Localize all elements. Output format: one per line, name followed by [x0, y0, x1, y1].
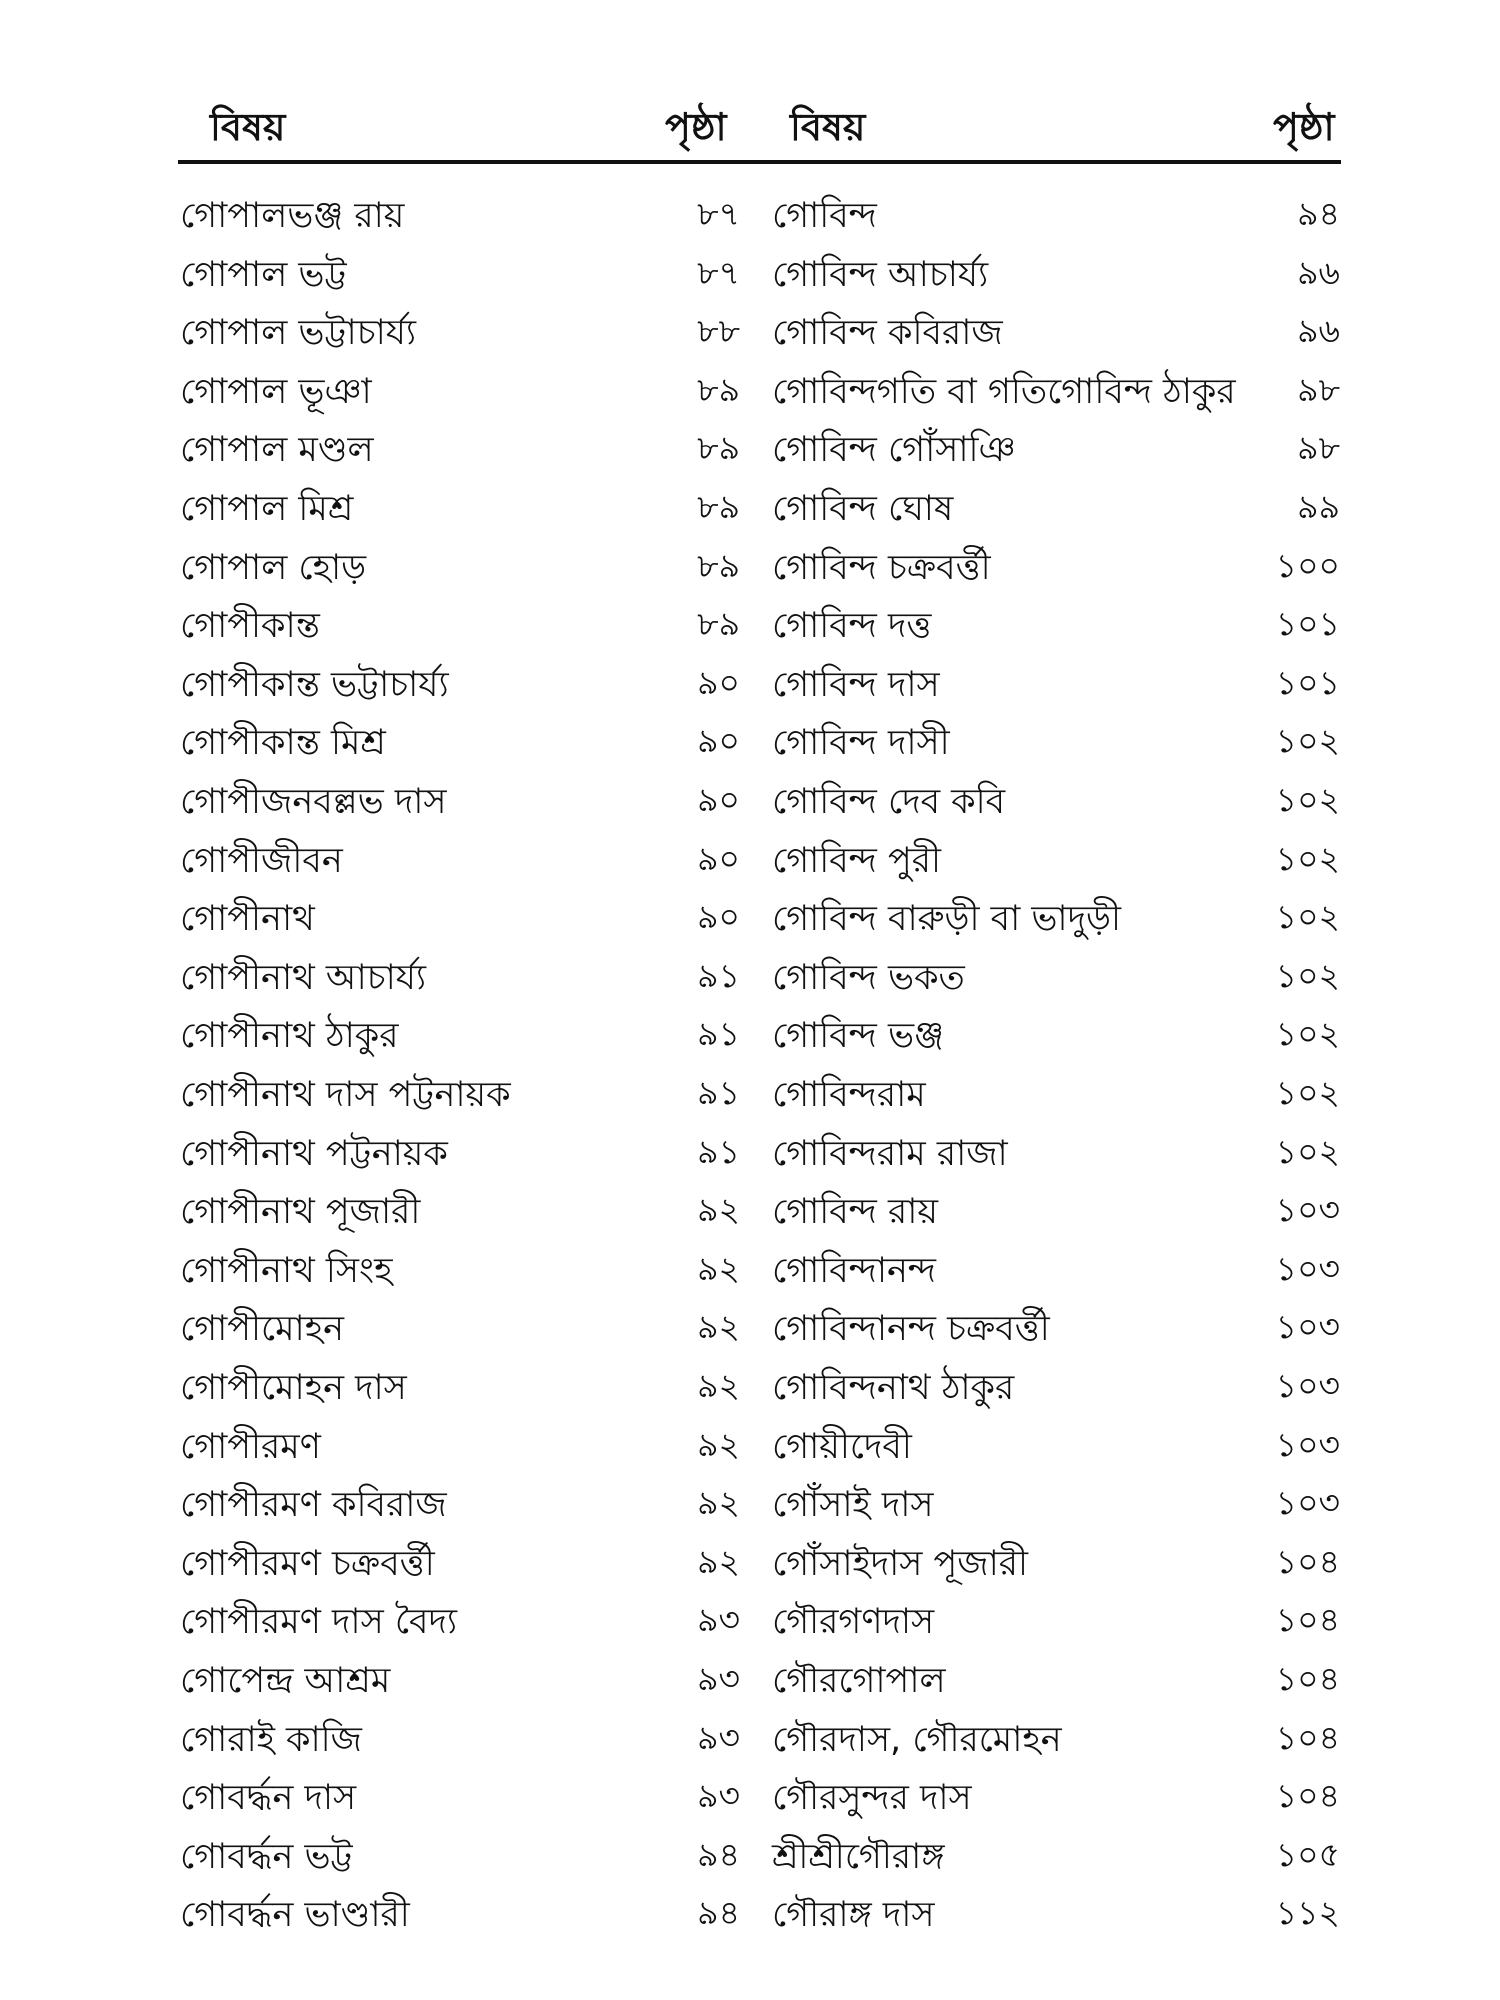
index-entry	[180, 1762, 740, 1820]
index-entry	[772, 883, 1340, 941]
entry-page-number: ৯০	[697, 721, 740, 761]
index-entry	[180, 1352, 740, 1410]
entry-subject: শ্রীশ্রীগৌরাঙ্গ	[772, 1836, 945, 1877]
entry-page-number: ৮৮	[697, 311, 740, 351]
entry-page-number: ১০৩	[1275, 1483, 1340, 1523]
entry-page-number: ১০২	[1275, 780, 1340, 819]
entry-subject: গোপীনাথ পট্টনায়ক	[180, 1133, 448, 1174]
entry-subject: গোপীমোহন দাস	[180, 1368, 407, 1408]
entry-page-number: ১০৪	[1275, 1776, 1340, 1816]
entry-subject: গোবর্দ্ধন ভট্ট	[180, 1836, 353, 1877]
index-entry	[772, 473, 1340, 531]
index-entry	[772, 239, 1340, 297]
entry-subject: গোপীরমণ	[180, 1426, 321, 1467]
index-entry	[772, 180, 1340, 238]
index-entry	[772, 942, 1340, 1000]
entry-page-number: ১০৪	[1275, 1659, 1340, 1698]
index-entry	[180, 414, 740, 472]
entry-page-number: ৯৪	[697, 1834, 740, 1874]
index-entry	[180, 1118, 740, 1176]
entry-subject: গোরাই কাজি	[180, 1719, 362, 1760]
entry-subject: গোবিন্দ	[772, 196, 877, 236]
entry-page-number: ১০২	[1275, 897, 1340, 937]
entry-subject: গোপীকান্ত	[180, 606, 320, 647]
index-entry	[772, 766, 1340, 824]
entry-page-number: ৯২	[697, 1248, 740, 1288]
index-entry	[772, 1879, 1340, 1937]
entry-page-number: ৯০	[697, 897, 740, 937]
index-entry	[180, 1586, 740, 1644]
entry-subject: গোপীনাথ দাস পট্টনায়ক	[180, 1075, 511, 1115]
index-entry	[180, 1879, 740, 1937]
index-entry	[772, 1176, 1340, 1234]
index-entry	[772, 590, 1340, 648]
entry-subject: গৌরদাস, গৌরমোহন	[772, 1719, 1062, 1760]
entry-subject: গোপালভঞ্জ রায়	[180, 196, 405, 236]
entry-page-number: ৮৯	[697, 604, 740, 644]
index-entry	[180, 707, 740, 765]
index-entry	[772, 1000, 1340, 1058]
entry-page-number: ১০৪	[1275, 1541, 1340, 1581]
index-entry	[180, 1235, 740, 1293]
entry-page-number: ৯৩	[697, 1600, 740, 1640]
entry-subject: গোপীজীবন	[180, 840, 343, 881]
entry-subject: গোবিন্দ বারুড়ী বা ভাদুড়ী	[772, 899, 1121, 940]
entry-page-number: ১০২	[1275, 1073, 1340, 1112]
index-entry	[180, 1821, 740, 1879]
index-entry	[772, 414, 1340, 472]
entry-subject: গোবিন্দ আচার্য্য	[772, 254, 989, 295]
entry-subject: গোপীনাথ আচার্য্য	[180, 957, 427, 998]
entry-page-number: ৯২	[697, 1307, 740, 1347]
entry-subject: গৌরগোপাল	[772, 1661, 946, 1701]
entry-subject: গোবিন্দ দেব কবি	[772, 782, 1006, 822]
index-entry	[772, 1059, 1340, 1117]
index-entry	[772, 356, 1340, 414]
entry-subject: গোপাল মিশ্র	[180, 489, 354, 529]
entry-page-number: ৯৬	[1297, 252, 1340, 292]
entry-subject: গোবিন্দ ভকত	[772, 957, 965, 998]
entry-page-number: ৮৯	[697, 428, 740, 468]
subject-header-right: বিষয়	[790, 105, 866, 149]
entry-page-number: ৯৩	[697, 1659, 740, 1698]
index-entry	[772, 1762, 1340, 1820]
index-entry	[180, 239, 740, 297]
entry-subject: গোঁসাই দাস	[772, 1485, 934, 1526]
index-entry	[180, 1176, 740, 1234]
entry-page-number: ৯৩	[697, 1717, 740, 1757]
index-entry	[772, 825, 1340, 883]
entry-page-number: ৯২	[697, 1541, 740, 1581]
entry-page-number: ১০৩	[1275, 1307, 1340, 1347]
entry-subject: গোবিন্দ দাস	[772, 664, 940, 705]
index-entry	[772, 1586, 1340, 1644]
index-entry	[180, 1411, 740, 1469]
entry-subject: গোপীরমণ দাস বৈদ্য	[180, 1602, 457, 1643]
entry-page-number: ৮৭	[697, 194, 740, 233]
index-entry	[180, 180, 740, 238]
index-entry	[180, 1469, 740, 1527]
index-entry	[180, 1293, 740, 1351]
entry-page-number: ৯৬	[1297, 311, 1340, 351]
entry-page-number: ৯২	[697, 1424, 740, 1464]
entry-page-number: ৮৭	[697, 252, 740, 292]
entry-subject: গোপীনাথ পূজারী	[180, 1192, 421, 1233]
entry-page-number: ১০৪	[1275, 1600, 1340, 1640]
entry-subject: গোবিন্দরাম রাজা	[772, 1133, 1008, 1174]
index-entry	[180, 1000, 740, 1058]
entry-subject: গোবিন্দ চক্রবর্ত্তী	[772, 547, 991, 588]
entry-page-number: ৮৯	[697, 545, 740, 585]
entry-subject: গোবিন্দগতি বা গতিগোবিন্দ ঠাকুর	[772, 371, 1236, 412]
index-entry	[180, 1704, 740, 1762]
index-entry	[772, 1528, 1340, 1586]
entry-page-number: ১০৫	[1275, 1834, 1340, 1874]
index-entry	[180, 1528, 740, 1586]
index-entry	[180, 883, 740, 941]
page-header-right: পৃষ্ঠা	[1273, 105, 1335, 149]
entry-page-number: ৯২	[697, 1483, 740, 1523]
table-header	[0, 88, 1500, 168]
entry-subject: গোবিন্দানন্দ চক্রবর্ত্তী	[772, 1309, 1050, 1350]
entry-page-number: ৯২	[697, 1366, 740, 1405]
entry-subject: গোয়ীদেবী	[772, 1426, 912, 1467]
entry-page-number: ১১২	[1275, 1893, 1340, 1933]
entry-subject: গোপীনাথ ঠাকুর	[180, 1016, 399, 1057]
entry-subject: গোবিন্দ পুরী	[772, 840, 942, 881]
index-entry	[180, 942, 740, 1000]
entry-page-number: ৯৮	[1297, 369, 1340, 409]
entry-page-number: ১০৩	[1275, 1366, 1340, 1405]
entry-subject: গোপীকান্ত ভট্টাচার্য্য	[180, 664, 449, 705]
entry-subject: গোপীজনবল্লভ দাস	[180, 782, 447, 822]
entry-page-number: ৯০	[697, 662, 740, 702]
entry-subject: গোবর্দ্ধন ভাণ্ডারী	[180, 1895, 410, 1936]
index-entry	[772, 707, 1340, 765]
entry-subject: গৌরসুন্দর দাস	[772, 1778, 972, 1819]
entry-page-number: ১০২	[1275, 955, 1340, 995]
index-entry	[772, 1704, 1340, 1762]
index-entry	[772, 1411, 1340, 1469]
entry-subject: গোবিন্দ দাসী	[772, 723, 950, 764]
entry-subject: গোবর্দ্ধন দাস	[180, 1778, 357, 1819]
entry-page-number: ১০৪	[1275, 1717, 1340, 1757]
entry-subject: গোপাল ভট্ট	[180, 254, 347, 295]
index-entry	[772, 1469, 1340, 1527]
entry-subject: গোবিন্দনাথ ঠাকুর	[772, 1368, 1015, 1408]
entry-subject: গোবিন্দ রায়	[772, 1192, 939, 1233]
entry-subject: গোপেন্দ্র আশ্রম	[180, 1661, 391, 1701]
entry-subject: গোবিন্দ ভঞ্জ	[772, 1016, 944, 1057]
entry-page-number: ১০১	[1275, 604, 1340, 644]
entry-page-number: ১০১	[1275, 662, 1340, 702]
entry-subject: গৌরগণদাস	[772, 1602, 935, 1643]
entry-subject: গোপাল মণ্ডল	[180, 430, 374, 471]
entry-subject: গোপাল হোড়	[180, 547, 367, 588]
entry-subject: গোবিন্দানন্দ	[772, 1250, 936, 1291]
index-entry	[180, 1059, 740, 1117]
index-entry	[180, 356, 740, 414]
entry-page-number: ১০২	[1275, 838, 1340, 878]
index-entry	[772, 1645, 1340, 1703]
entry-subject: গোপীমোহন	[180, 1309, 344, 1350]
entry-subject: গোবিন্দ গোঁসাঞি	[772, 430, 1016, 471]
index-entry	[772, 1821, 1340, 1879]
entry-page-number: ৯০	[697, 838, 740, 878]
index-entry	[180, 297, 740, 355]
index-entry	[180, 649, 740, 707]
entry-page-number: ৮৯	[697, 369, 740, 409]
entry-page-number: ৯৩	[697, 1776, 740, 1816]
entry-page-number: ১০০	[1275, 545, 1340, 585]
index-entry	[180, 590, 740, 648]
entry-page-number: ৯১	[697, 1131, 740, 1171]
entry-subject: গৌরাঙ্গ দাস	[772, 1895, 935, 1936]
entry-subject: গোপীরমণ চক্রবর্ত্তী	[180, 1543, 435, 1584]
entry-subject: গোপাল ভট্টাচার্য্য	[180, 313, 417, 354]
index-entry	[772, 1118, 1340, 1176]
index-entry	[772, 1352, 1340, 1410]
index-entry	[772, 1293, 1340, 1351]
entry-page-number: ৯০	[697, 780, 740, 819]
index-entry	[180, 766, 740, 824]
entry-subject: গোপীনাথ	[180, 899, 315, 940]
entry-subject: গোপীকান্ত মিশ্র	[180, 723, 386, 764]
entry-page-number: ১০৩	[1275, 1248, 1340, 1288]
entry-page-number: ১০৩	[1275, 1424, 1340, 1464]
entry-page-number: ৮৯	[697, 487, 740, 526]
subject-header-left: বিষয়	[210, 105, 286, 149]
entry-subject: গোবিন্দ দত্ত	[772, 606, 932, 647]
entry-page-number: ৯২	[697, 1190, 740, 1230]
entry-page-number: ৯৪	[697, 1893, 740, 1933]
entry-page-number: ১০২	[1275, 1131, 1340, 1171]
entry-subject: গোঁসাইদাস পূজারী	[772, 1543, 1029, 1584]
entry-page-number: ৯১	[697, 1073, 740, 1112]
page-header-left: পৃষ্ঠা	[665, 105, 727, 149]
entry-subject: গোবিন্দ ঘোষ	[772, 489, 954, 529]
entry-page-number: ১০৩	[1275, 1190, 1340, 1230]
index-entry	[180, 473, 740, 531]
index-entry	[772, 1235, 1340, 1293]
entry-page-number: ১০২	[1275, 721, 1340, 761]
entry-page-number: ১০২	[1275, 1014, 1340, 1054]
entry-page-number: ৯৪	[1297, 194, 1340, 233]
index-entry	[772, 297, 1340, 355]
entry-subject: গোপীনাথ সিংহ	[180, 1250, 393, 1291]
entry-page-number: ৯৮	[1297, 428, 1340, 468]
index-entry	[180, 532, 740, 590]
entry-subject: গোবিন্দরাম	[772, 1075, 926, 1115]
entry-subject: গোপাল ভূঞা	[180, 371, 372, 412]
entry-subject: গোবিন্দ কবিরাজ	[772, 313, 1003, 354]
entry-page-number: ৯১	[697, 1014, 740, 1054]
index-entry	[180, 1645, 740, 1703]
entry-page-number: ৯১	[697, 955, 740, 995]
entry-page-number: ৯৯	[1297, 487, 1340, 526]
entry-subject: গোপীরমণ কবিরাজ	[180, 1485, 447, 1526]
index-entry	[180, 825, 740, 883]
index-entry	[772, 532, 1340, 590]
header-divider	[178, 160, 1341, 164]
index-entry	[772, 649, 1340, 707]
